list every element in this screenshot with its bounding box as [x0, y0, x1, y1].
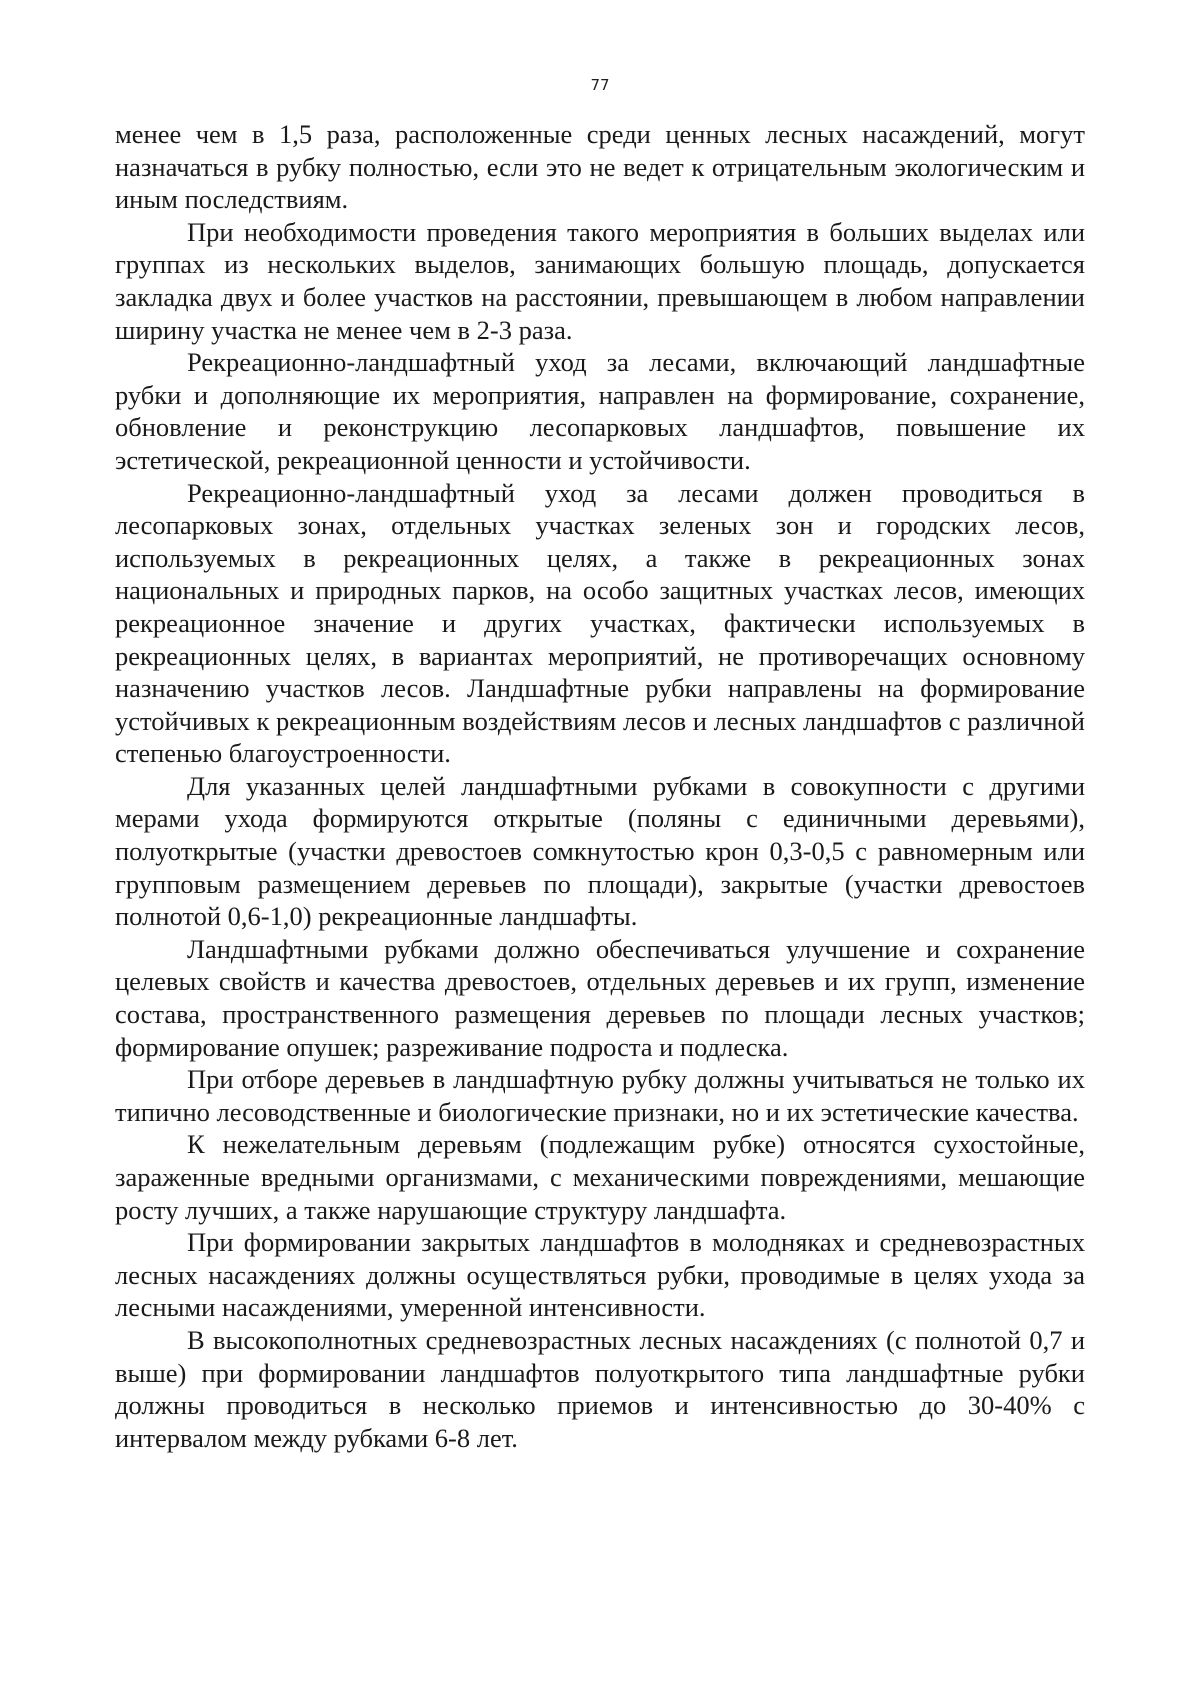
- paragraph: При формировании закрытых ландшафтов в молодняках и средневозрастных лесных насаждениях должны осуществляться рубки, проводимые в целях ухода за лесными насаждениями, умеренной интенсивности.: [115, 1227, 1085, 1323]
- paragraph: В высокополнотных средневозрастных лесных насаждениях (с полнотой 0,7 и выше) при формировании ландшафтов полуоткрытого типа ландшафтные рубки должны проводиться в несколько приемов и интенсивностью до 30-40% с интервалом между рубками 6-8 лет.: [115, 1324, 1085, 1453]
- paragraph: К нежелательным деревьям (подлежащим рубке) относятся сухостойные, зараженные вредными организмами, с механическими повреждениями, мешающие росту лучших, а также нарушающие структуру ландшафта.: [115, 1129, 1085, 1225]
- paragraph: Рекреационно-ландшафтный уход за лесами должен проводиться в лесопарковых зонах, отдельных участках зеленых зон и городских лесов, используемых в рекреационных целях, а также в рекреационных зонах национальных и природных парков, на особо защитных участках лесов, имеющих рекреационное значение и других участках, фактически используемых в рекреационных целях, в вариантах мероприятий, не противоречащих основному назначению участков лесов. Ландшафтные рубки направлены на формирование устойчивых к рекреационным воздействиям лесов и лесных ландшафтов с различной степенью благоустроенности.: [115, 477, 1085, 769]
- document-body: [115, 118, 1085, 1454]
- paragraph: При необходимости проведения такого мероприятия в больших выделах или группах из нескольких выделов, занимающих большую площадь, допускается закладка двух и более участков на расстоянии, превышающем в любом направлении ширину участка не менее чем в 2-3 раза.: [115, 216, 1085, 345]
- paragraph: Рекреационно-ландшафтный уход за лесами, включающий ландшафтные рубки и дополняющие их мероприятия, направлен на формирование, сохранение, обновление и реконструкцию лесопарковых ландшафтов, повышение их эстетической, рекреационной ценности и устойчивости.: [115, 347, 1085, 475]
- paragraph: Для указанных целей ландшафтными рубками в совокупности с другими мерами ухода формируются открытые (поляны с единичными деревьями), полуоткрытые (участки древостоев сомкнутостью крон 0,3-0,5 с равномерным или групповым размещением деревьев по площади), закрытые (участки древостоев полнотой 0,6-1,0) рекреационные ландшафты.: [115, 770, 1085, 932]
- paragraph: Ландшафтными рубками должно обеспечиваться улучшение и сохранение целевых свойств и качества древостоев, отдельных деревьев и их групп, изменение состава, пространственного размещения деревьев по площади лесных участков; формирование опушек; разреживание подроста и подлеска.: [115, 933, 1085, 1062]
- paragraph-continuation: менее чем в 1,5 раза, расположенные среди ценных лесных насаждений, могут назначаться в рубку полностью, если это не ведет к отрицательным экологическим и иным последствиям.: [115, 119, 1085, 215]
- page-number: 77: [590, 76, 610, 94]
- paragraph: При отборе деревьев в ландшафтную рубку должны учитываться не только их типично лесоводственные и биологические признаки, но и их эстетические качества.: [115, 1064, 1085, 1127]
